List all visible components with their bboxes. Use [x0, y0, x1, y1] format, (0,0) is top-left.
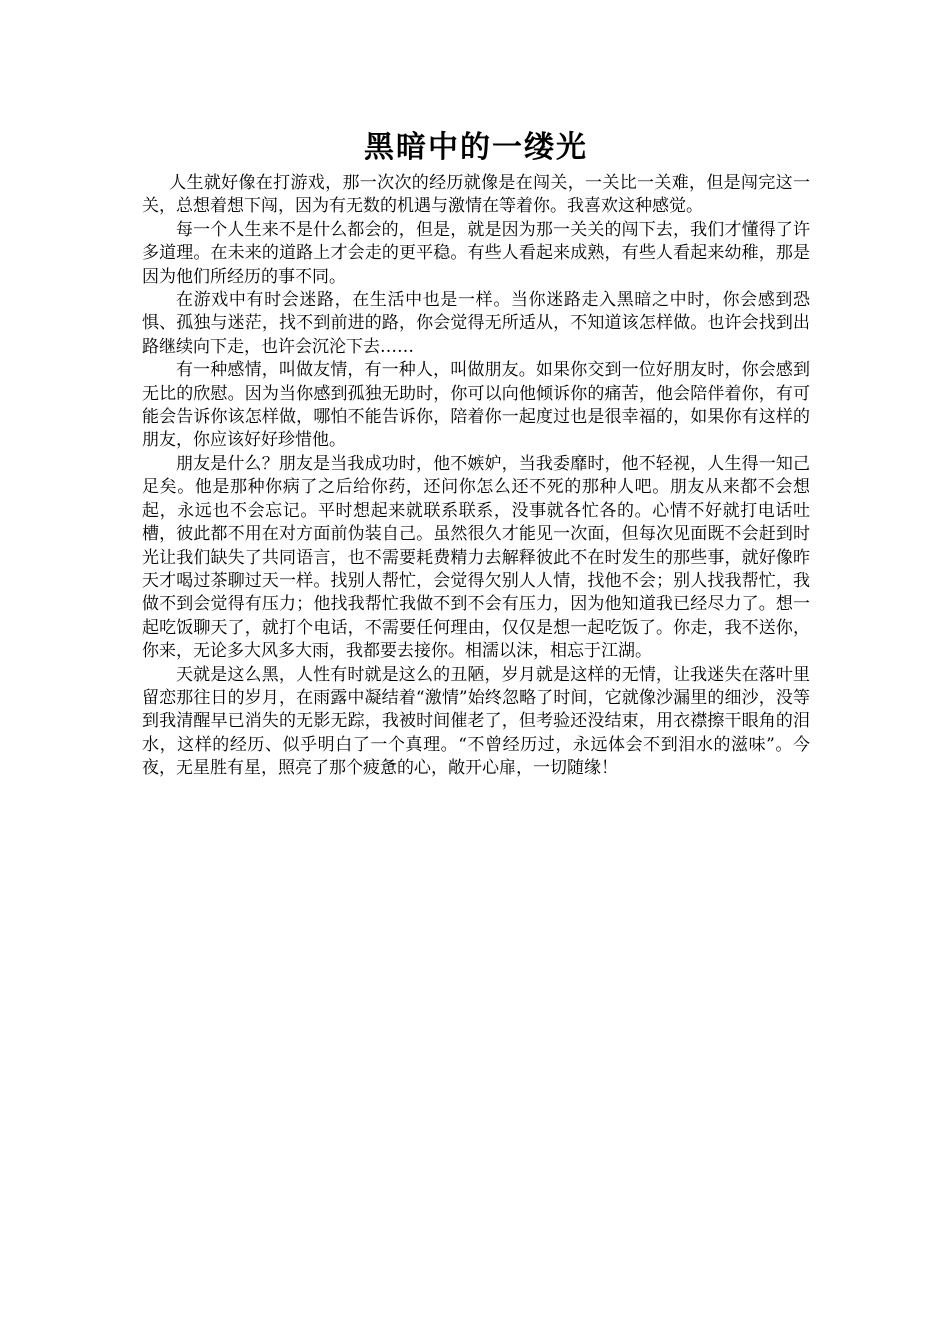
paragraph-1: 人生就好像在打游戏，那一次次的经历就像是在闯关，一关比一关难，但是闯完这一关，总想着想下闯，因为有无数的机遇与激情在等着你。我喜欢这种感觉。 [142, 173, 810, 217]
document-title: 黑暗中的一缕光 [364, 130, 588, 165]
paragraph-2: 每一个人生来不是什么都会的，但是，就是因为那一关关的闯下去，我们才懂得了许多道理。在未来的道路上才会走的更平稳。有些人看起来成熟，有些人看起来幼稚，那是因为他们所经历的事不同。 [142, 219, 810, 287]
paragraph-3: 在游戏中有时会迷路，在生活中也是一样。当你迷路走入黑暗之中时，你会感到恐惧、孤独与迷茫，找不到前进的路，你会觉得无所适从，不知道该怎样做。也许会找到出路继续向下走，也许会沉沦下去…… [142, 290, 810, 357]
paragraph-6: 天就是这么黑，人性有时就是这么的丑陋，岁月就是这样的无情，让我迷失在落叶里留恋那往日的岁月，在雨露中凝结着“激情”始终忽略了时间，它就像沙漏里的细沙，没等到我清醒早已消失的无影无踪，我被时间催老了，但考验还没结束，用衣襟擦干眼角的泪水，这样的经历、似乎明白了一个真理。“不曾经历过，永远体会不到泪水的滋味”。今夜，无星胜有星，照亮了那个疲惫的心，敞开心扉，一切随缘！ [142, 664, 810, 779]
document-body [142, 126, 810, 781]
paragraph-5: 朋友是什么？朋友是当我成功时，他不嫉妒，当我委靡时，他不轻视，人生得一知己足矣。他是那种你病了之后给你药，还问你怎么还不死的那种人吧。朋友从来都不会想起，永远也不会忘记。平时想起来就联系联系，没事就各忙各的。心情不好就打电话吐槽，彼此都不用在对方面前伪装自己。虽然很久才能见一次面，但每次见面既不会赶到时光让我们缺失了共同语言，也不需要耗费精力去解释彼此不在时发生的那些事，就好像昨天才喝过茶聊过天一样。找别人帮忙，会觉得欠别人人情，找他不会；别人找我帮忙，我做不到会觉得有压力；他找我帮忙我做不到不会有压力，因为他知道我已经尽力了。想一起吃饭聊天了，就打个电话，不需要任何理由，仅仅是想一起吃饭了。你走，我不送你，你来，无论多大风多大雨，我都要去接你。相濡以沫，相忘于江湖。 [142, 453, 810, 662]
paragraph-4: 有一种感情，叫做友情，有一种人，叫做朋友。如果你交到一位好朋友时，你会感到无比的欣慰。因为当你感到孤独无助时，你可以向他倾诉你的痛苦，他会陪伴着你，有可能会告诉你该怎样做，哪怕不能告诉你，陪着你一起度过也是很幸福的，如果你有这样的朋友，你应该好好珍惜他。 [142, 360, 810, 451]
